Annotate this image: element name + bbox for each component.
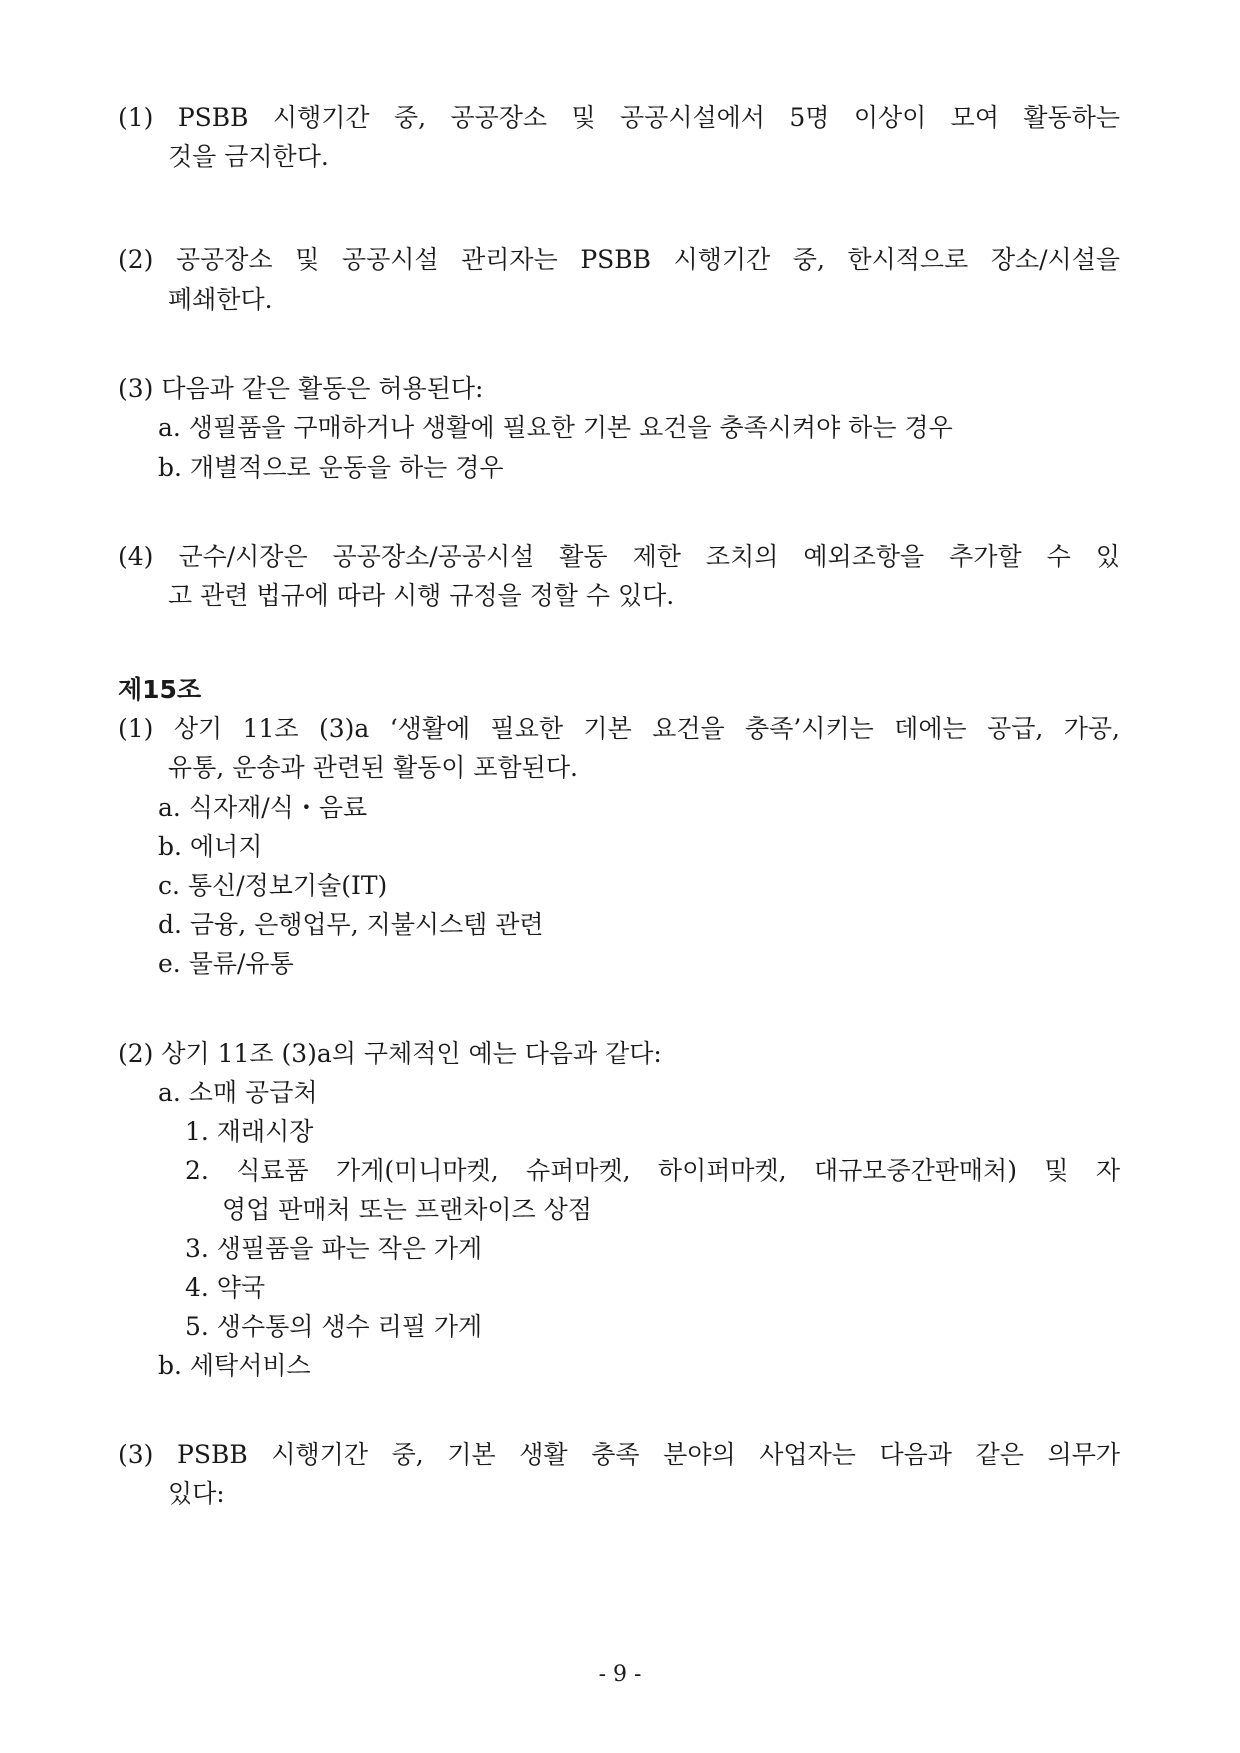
paragraph-4-line-1: (4) 군수/시장은 공공장소/공공시설 활동 제한 조치의 예외조항을 추가할 수 있	[118, 542, 1120, 571]
article-15-item-1-sub-a: a. 식자재/식・음료	[158, 793, 368, 822]
article-15-item-2-numbered-1: 1. 재래시장	[185, 1117, 314, 1146]
article-15-item-1-line-1: (1) 상기 11조 (3)a ‘생활에 필요한 기본 요건을 충족’시키는 데에는 공급, 가공,	[118, 714, 1120, 743]
article-15-item-1-sub-c: c. 통신/정보기술(IT)	[158, 871, 388, 900]
article-15-item-2-numbered-4: 4. 약국	[185, 1273, 266, 1302]
article-15-item-2-numbered-2-cont: 영업 판매처 또는 프랜차이즈 상점	[222, 1195, 592, 1224]
paragraph-1-line-2: 것을 금지한다.	[168, 142, 329, 171]
article-15-item-2-sub-b: b. 세탁서비스	[158, 1351, 311, 1380]
article-15-item-1-sub-e: e. 물류/유통	[158, 949, 294, 978]
paragraph-1-line-1: (1) PSBB 시행기간 중, 공공장소 및 공공시설에서 5명 이상이 모여 활동하는	[118, 103, 1120, 132]
article-heading: 제15조	[118, 675, 202, 704]
article-15-item-2-sub-a: a. 소매 공급처	[158, 1078, 318, 1107]
article-15-item-3-line-1: (3) PSBB 시행기간 중, 기본 생활 충족 분야의 사업자는 다음과 같은 의무가	[118, 1440, 1120, 1469]
article-15-item-2-line-1: (2) 상기 11조 (3)a의 구체적인 예는 다음과 같다:	[118, 1039, 662, 1068]
article-15-item-2-numbered-2: 2. 식료품 가게(미니마켓, 슈퍼마켓, 하이퍼마켓, 대규모중간판매처) 및 자	[185, 1156, 1120, 1185]
article-15-item-2-numbered-3: 3. 생필품을 파는 작은 가게	[185, 1234, 483, 1263]
article-15-item-1-line-2: 유통, 운송과 관련된 활동이 포함된다.	[168, 753, 578, 782]
page-number: - 9 -	[598, 1662, 642, 1687]
article-15-item-3-line-2: 있다:	[168, 1479, 225, 1508]
paragraph-2-line-2: 폐쇄한다.	[168, 285, 273, 314]
paragraph-2-line-1: (2) 공공장소 및 공공시설 관리자는 PSBB 시행기간 중, 한시적으로 장소/시설을	[118, 245, 1120, 274]
article-15-item-1-sub-d: d. 금융, 은행업무, 지불시스템 관련	[158, 910, 544, 939]
paragraph-3-sub-a: a. 생필품을 구매하거나 생활에 필요한 기본 요건을 충족시켜야 하는 경우	[158, 413, 953, 442]
article-15-item-1-sub-b: b. 에너지	[158, 832, 263, 861]
article-15-item-2-numbered-5: 5. 생수통의 생수 리필 가게	[185, 1312, 483, 1341]
paragraph-3-line-1: (3) 다음과 같은 활동은 허용된다:	[118, 374, 484, 403]
paragraph-3-sub-b: b. 개별적으로 운동을 하는 경우	[158, 453, 504, 482]
paragraph-4-line-2: 고 관련 법규에 따라 시행 규정을 정할 수 있다.	[168, 581, 675, 610]
